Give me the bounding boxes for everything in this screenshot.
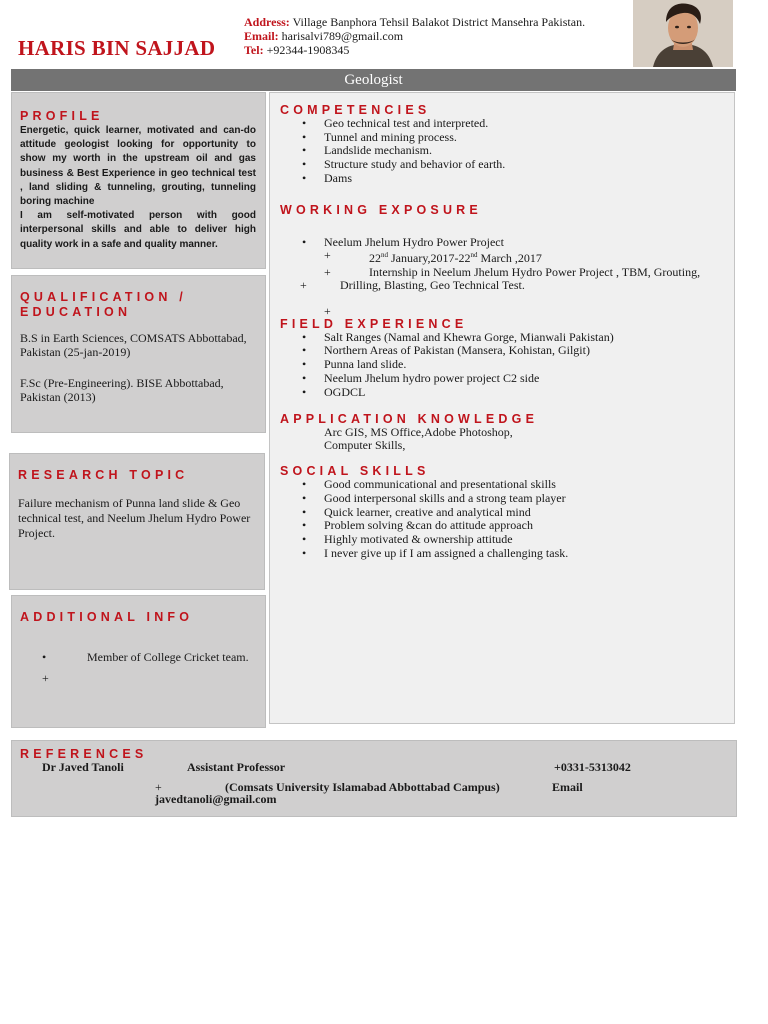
research-heading: RESEARCH TOPIC <box>18 468 189 482</box>
reference-name: Dr Javed Tanoli <box>42 760 124 774</box>
additional-info-section <box>11 595 266 728</box>
references-section <box>11 740 737 817</box>
list-item: • Quick learner, creative and analytical mind <box>280 506 724 520</box>
list-item: • Tunnel and mining process. <box>280 131 724 145</box>
profile-heading: PROFILE <box>20 109 104 123</box>
list-item: • Problem solving &can do attitude approach <box>280 519 724 533</box>
tel-line <box>244 43 624 57</box>
list-item: • Highly motivated & ownership attitude <box>280 533 724 547</box>
working-exposure-heading: WORKING EXPOSURE <box>280 202 482 217</box>
reference-phone: +0331-5313042 <box>554 760 631 774</box>
list-item: • Dams <box>280 172 724 186</box>
email-line <box>244 29 624 43</box>
working-drilling <box>280 279 724 293</box>
profile-photo <box>633 0 733 67</box>
list-item: • OGDCL <box>280 386 724 400</box>
email-value[interactable]: harisalvi789@gmail.com <box>281 29 404 43</box>
list-item: • I never give up if I am assigned a challenging task. <box>280 547 724 561</box>
main-content-panel <box>269 92 735 724</box>
competencies-list <box>280 117 724 186</box>
list-item: • Neelum Jhelum hydro power project C2 side <box>280 372 724 386</box>
job-title-banner <box>11 69 736 91</box>
social-skills-list <box>280 478 724 560</box>
field-experience-list <box>280 331 724 400</box>
qualification-item: F.Sc (Pre-Engineering). BISE Abbottabad, Pakistan (2013) <box>20 376 224 404</box>
plus-marker: + <box>324 264 331 279</box>
references-heading: REFERENCES <box>20 747 148 761</box>
profile-text: Energetic, quick learner, motivated and can-do attitude geologist looking for opportunity to show my worth in the upstream oil and gas business & Best Experience in geo technical test , land sliding & tunneling, grouting, tunneling boring machine <box>20 125 256 208</box>
address-value: Village Banphora Tehsil Balakot District Mansehra Pakistan. <box>292 15 586 29</box>
date-suffix: nd <box>381 251 388 260</box>
job-title: Geologist <box>344 72 403 88</box>
list-item: • Salt Ranges (Namal and Khewra Gorge, Mianwali Pakistan) <box>280 331 724 345</box>
portrait-image <box>633 0 733 67</box>
qualification-heading: QUALIFICATION / EDUCATION <box>20 290 187 319</box>
list-item: • Neelum Jhelum Hydro Power Project <box>280 236 724 250</box>
profile-section <box>11 92 266 269</box>
internship-text: Internship in Neelum Jhelum Hydro Power Project , TBM, Grouting, <box>369 264 701 279</box>
plus-marker: + <box>324 248 331 263</box>
working-dates <box>280 249 724 266</box>
contact-block <box>244 15 624 57</box>
reference-email-label: Email <box>552 780 583 794</box>
research-text: Failure mechanism of Punna land slide & Geo technical test, and Neelum Jhelum Hydro Power Project. <box>18 496 251 540</box>
date-part: 22 <box>369 251 381 266</box>
list-item: • Geo technical test and interpreted. <box>280 117 724 131</box>
tel-label: Tel: <box>244 43 264 57</box>
additional-info-heading: ADDITIONAL INFO <box>20 610 194 624</box>
working-plus: + <box>324 303 331 318</box>
address-line <box>244 15 624 29</box>
working-exposure-list <box>280 236 724 250</box>
list-item: • Landslide mechanism. <box>280 144 724 158</box>
qualification-item: B.S in Earth Sciences, COMSATS Abbottabad, Pakistan (25-jan-2019) <box>20 331 247 359</box>
email-label: Email: <box>244 29 279 43</box>
additional-info-list <box>20 650 257 664</box>
reference-institution: (Comsats University Islamabad Abbottabad Campus) <box>225 780 500 794</box>
application-knowledge-heading: APPLICATION KNOWLEDGE <box>280 412 539 427</box>
list-item: • Punna land slide. <box>280 358 724 372</box>
working-internship <box>280 266 724 280</box>
list-item: • Good interpersonal skills and a strong team player <box>280 492 724 506</box>
tel-value: +92344-1908345 <box>266 43 350 57</box>
profile-text-2: I am self-motivated person with good interpersonal skills and able to deliver high quality work in a safe and quality manner. <box>20 210 256 250</box>
date-part: January,2017-22 <box>388 251 471 266</box>
research-section <box>9 453 265 590</box>
application-line: Computer Skills, <box>324 438 406 453</box>
list-item: • Northern Areas of Pakistan (Mansera, Kohistan, Gilgit) <box>280 344 724 358</box>
social-skills-heading: SOCIAL SKILLS <box>280 464 430 479</box>
reference-email[interactable]: javedtanoli@gmail.com <box>155 792 277 806</box>
reference-plus: + <box>155 780 162 794</box>
date-part: March ,2017 <box>477 251 542 266</box>
reference-title: Assistant Professor <box>187 760 286 774</box>
candidate-name: HARIS BIN SAJJAD <box>18 36 216 60</box>
date-suffix: nd <box>470 251 478 260</box>
list-item: • Structure study and behavior of earth. <box>280 158 724 172</box>
list-item: • Member of College Cricket team. <box>20 650 257 664</box>
drilling-text: Drilling, Blasting, Geo Technical Test. <box>340 278 525 293</box>
application-line: Arc GIS, MS Office,Adobe Photoshop, <box>324 425 513 440</box>
additional-plus: + <box>42 671 49 685</box>
list-item: • Good communicational and presentational skills <box>280 478 724 492</box>
plus-marker: + <box>300 278 307 293</box>
competencies-heading: COMPETENCIES <box>280 103 431 117</box>
qualification-section <box>11 275 266 433</box>
address-label: Address: <box>244 15 290 29</box>
field-experience-heading: FIELD EXPERIENCE <box>280 316 468 331</box>
